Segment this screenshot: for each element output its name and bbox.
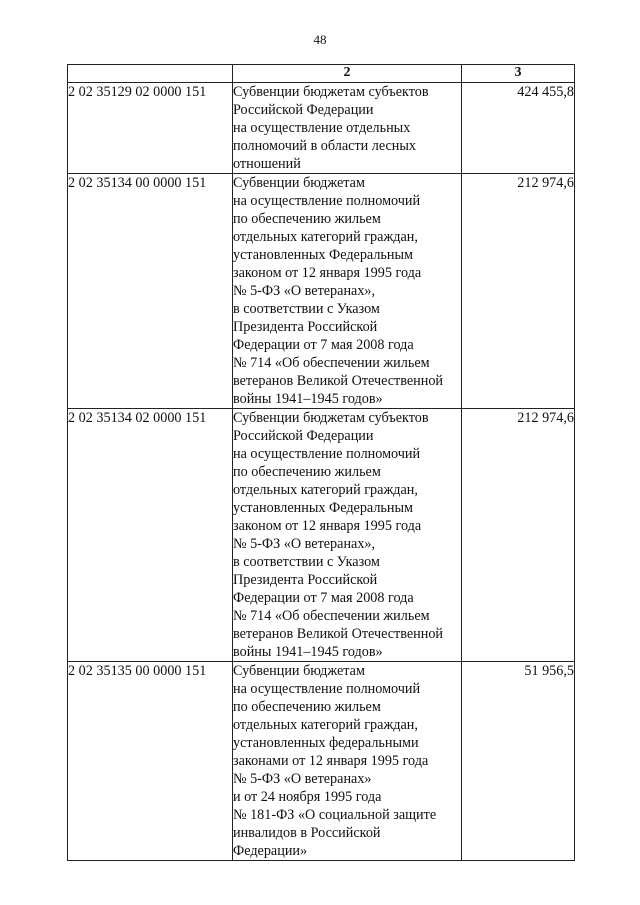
description-line: отдельных категорий граждан, <box>233 229 418 245</box>
table-header-row <box>68 65 575 83</box>
description-line: Федерации» <box>233 843 308 859</box>
description-line: на осуществление полномочий <box>233 446 421 462</box>
description-line: установленных Федеральным <box>233 247 413 263</box>
description-line: отдельных категорий граждан, <box>233 717 418 733</box>
description-line: № 714 «Об обеспечении жильем <box>233 608 430 624</box>
budget-code-cell: 2 02 35134 00 0000 151 <box>68 174 233 409</box>
description-line: на осуществление полномочий <box>233 681 421 697</box>
budget-code-cell: 2 02 35129 02 0000 151 <box>68 83 233 174</box>
description-line: войны 1941–1945 годов» <box>233 391 383 407</box>
description-cell <box>233 83 462 174</box>
description-line: отношений <box>233 156 301 172</box>
description-line: ветеранов Великой Отечественной <box>233 373 444 389</box>
description-line: № 5-ФЗ «О ветеранах», <box>233 536 376 552</box>
description-line: Федерации от 7 мая 2008 года <box>233 337 414 353</box>
description-line: полномочий в области лесных <box>233 138 417 154</box>
description-line: Российской Федерации <box>233 102 374 118</box>
description-line: в соответствии с Указом <box>233 554 380 570</box>
description-line: законами от 12 января 1995 года <box>233 753 429 769</box>
header-col-1 <box>68 65 233 83</box>
description-line: в соответствии с Указом <box>233 301 380 317</box>
page-number: 48 <box>313 32 327 47</box>
header-col-2: 2 <box>233 65 462 83</box>
description-cell <box>233 662 462 861</box>
description-line: № 181-ФЗ «О социальной защите <box>233 807 437 823</box>
description-line: на осуществление отдельных <box>233 120 411 136</box>
budget-code-cell: 2 02 35135 00 0000 151 <box>68 662 233 861</box>
description-line: установленных Федеральным <box>233 500 413 516</box>
description-line: по обеспечению жильем <box>233 211 381 227</box>
description-line: ветеранов Великой Отечественной <box>233 626 444 642</box>
description-line: Субвенции бюджетам <box>233 175 365 191</box>
amount-cell: 212 974,6 <box>462 409 575 662</box>
description-line: по обеспечению жильем <box>233 464 381 480</box>
table-row <box>68 662 575 861</box>
description-line: № 5-ФЗ «О ветеранах», <box>233 283 376 299</box>
description-cell <box>233 174 462 409</box>
description-line: по обеспечению жильем <box>233 699 381 715</box>
description-line: Субвенции бюджетам субъектов <box>233 84 429 100</box>
description-line: Президента Российской <box>233 572 378 588</box>
description-line: законом от 12 января 1995 года <box>233 518 422 534</box>
description-line: установленных федеральными <box>233 735 419 751</box>
description-line: Федерации от 7 мая 2008 года <box>233 590 414 606</box>
table-body <box>68 83 575 861</box>
amount-cell: 424 455,8 <box>462 83 575 174</box>
description-line: Субвенции бюджетам <box>233 663 365 679</box>
description-line: законом от 12 января 1995 года <box>233 265 422 281</box>
description-line: на осуществление полномочий <box>233 193 421 209</box>
description-line: и от 24 ноября 1995 года <box>233 789 382 805</box>
amount-cell: 212 974,6 <box>462 174 575 409</box>
budget-code-cell: 2 02 35134 02 0000 151 <box>68 409 233 662</box>
table-row <box>68 174 575 409</box>
description-line: войны 1941–1945 годов» <box>233 644 383 660</box>
table-row <box>68 83 575 174</box>
description-cell <box>233 409 462 662</box>
description-line: № 5-ФЗ «О ветеранах» <box>233 771 372 787</box>
description-line: инвалидов в Российской <box>233 825 381 841</box>
description-line: Российской Федерации <box>233 428 374 444</box>
description-line: Президента Российской <box>233 319 378 335</box>
table-row <box>68 409 575 662</box>
amount-cell: 51 956,5 <box>462 662 575 861</box>
description-line: Субвенции бюджетам субъектов <box>233 410 429 426</box>
header-col-3: 3 <box>462 65 575 83</box>
description-line: отдельных категорий граждан, <box>233 482 418 498</box>
budget-table <box>67 64 575 861</box>
description-line: № 714 «Об обеспечении жильем <box>233 355 430 371</box>
